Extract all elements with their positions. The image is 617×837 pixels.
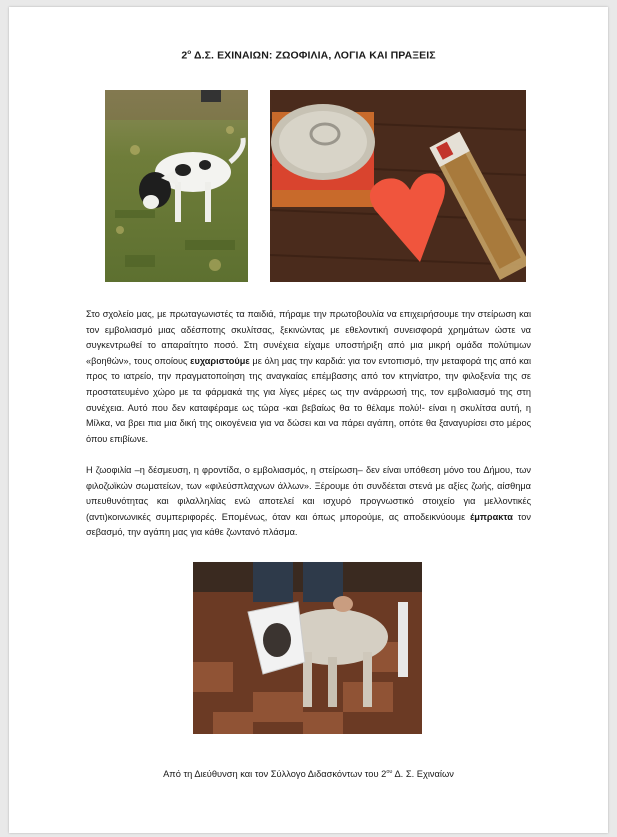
paragraph-initiative: [86, 307, 531, 447]
footer-signature: [9, 769, 608, 779]
document-page: [9, 7, 608, 833]
footer-superscript: ου: [386, 769, 393, 775]
photo-dog-with-cone: [193, 562, 422, 734]
paragraph-zoophilia-bold: έμπρακτα: [470, 511, 513, 522]
page-title: [9, 49, 608, 62]
photo-donations-on-table: [270, 90, 526, 282]
paragraph-zoophilia-text-2: τον σεβασμό, την αγάπη μας για κάθε ζωντανό πλάσμα.: [86, 511, 531, 538]
photo-dog-on-grass: [105, 90, 248, 282]
paragraph-initiative-text-2: με όλη μας την καρδιά: για τον εντοπισμό, την μεταφορά της από και προς το ιατρείο, την πραγματοποίηση της αναγκαίας επέμβασης από τον κτηνίατρο, την φιλοξενία της σε προστατευμένο χώρο με τα φάρμακά της για λίγες μέρες ως την ανάρρωσή της, τον εμβολιασμό της στη συνέχεια. Αυτό που δεν καταφέραμε ως τώρα -και βεβαίως θα το θέλαμε πολύ!- είναι η σκυλίτσα αυτή, η Μίλκα, να βρει πια μια δική της οικογένεια για να δώσει και να πάρει αγάπη, οπότε θα ξαναγυρίσει στο μέρος όπου επιβίωνε.: [86, 355, 531, 444]
title-superscript: ο: [187, 49, 192, 56]
paragraph-initiative-text-1: Στο σχολείο μας, με πρωταγωνιστές τα παιδιά, πήραμε την πρωτοβουλία να επιχειρήσουμε την στείρωση και τον εμβολιασμό μιας αδέσποτης σκυλίτσας, ξεκινώντας με εθελοντική συνεισφορά χρημάτων ώστε να συγκεντρωθεί το απαραίτητο ποσό. Στη συνέχεια είχαμε υποστήριξη από μια μικρή ομάδα πολύτιμων «βοηθών», τους οποίους: [86, 309, 531, 366]
paragraph-zoophilia: [86, 463, 531, 541]
title-number: 2: [181, 49, 188, 62]
paragraph-initiative-bold: ευχαριστούμε: [190, 355, 250, 366]
footer-text-1: Από τη Διεύθυνση και τον Σύλλογο Διδασκόντων του 2: [163, 769, 387, 780]
title-text: Δ.Σ. ΕΧΙΝΑΙΩΝ: ΖΩΟΦΙΛΙΑ, ΛΟΓΙΑ ΚΑΙ ΠΡΑΞΕΙΣ: [191, 49, 436, 62]
paragraph-zoophilia-text-1: Η ζωοφιλία –η δέσμευση, η φροντίδα, ο εμβολιασμός, η στείρωση– δεν είναι υπόθεση μόνο του Δήμου, των φιλοζωϊκών σωματείων, των «φιλεύσπλαχνων άλλων». Ξέρουμε ότι συνδέεται στενά με αξίες ζωής, αίσθημα υπευθυνότητας και φιλαλληλίας ενώ αποτελεί και ισχυρό προγνωστικό στοιχείο για μελλοντικές (αντι)κοινωνικές συμπεριφορές. Επομένως, όταν και όπως μπορούμε, ας αποδεικνύουμε: [86, 465, 531, 522]
footer-text-2: Δ. Σ. Εχιναίων: [392, 769, 454, 780]
